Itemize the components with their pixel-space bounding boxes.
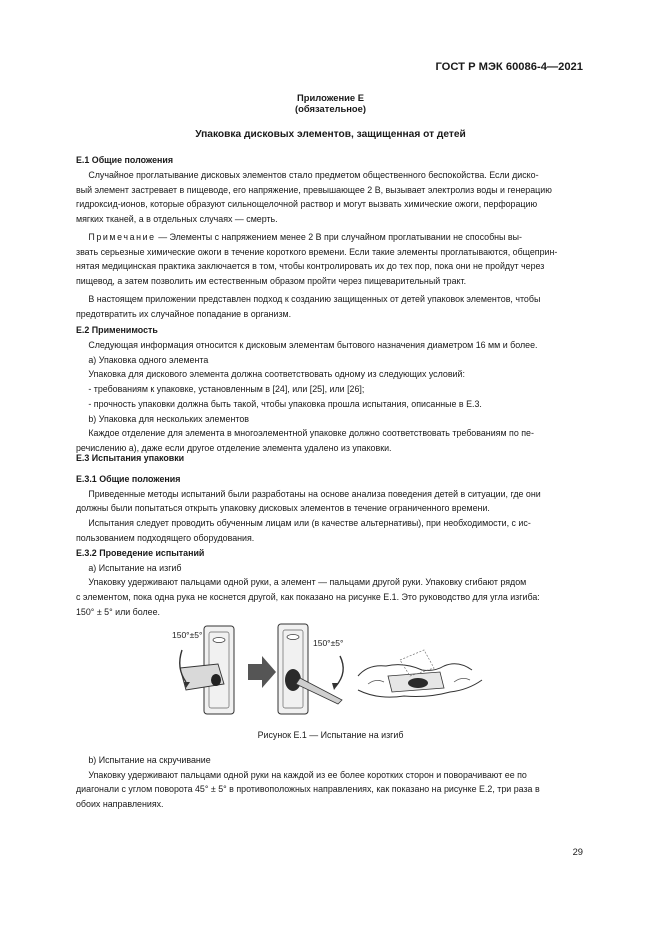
text-line: должны были попытаться открыть упаковку дисковых элементов в течение ограниченного времени. (76, 503, 490, 514)
document-title: Упаковка дисковых элементов, защищенная от детей (195, 129, 466, 140)
text-line: 150° ± 5° или более. (76, 606, 161, 617)
text-line: вый элемент застревает в пищеводе, его напряжение, превышающее 2 В, вызывает электролиз воды и генерацию (76, 184, 552, 195)
appendix-title: Приложение Е (297, 92, 364, 103)
text-line: Приведенные методы испытаний были разработаны на основе анализа поведения детей в ситуации, где они (88, 488, 541, 499)
text-line: пользованием подходящего оборудования. (76, 532, 255, 543)
figure-bend-test (172, 620, 502, 720)
text-line: предотвратить их случайное попадание в организм. (76, 308, 292, 319)
text-line: Упаковка для дискового элемента должна соответствовать одному из следующих условий: (88, 369, 465, 380)
section-e2-heading: Е.2 Применимость (76, 325, 158, 335)
text-line: пищевод, а затем позволить им естественным образом пройти через пищеварительный тракт. (76, 276, 467, 287)
angle-label-right: 150°±5° (313, 638, 344, 648)
section-e2-lines (76, 338, 585, 456)
text-line: Случайное проглатывание дисковых элементов стало предметом общественного беспокойства. Если диско- (88, 170, 539, 180)
angle-label-left: 150°±5° (172, 630, 203, 640)
section-e3 (76, 451, 585, 466)
section-e1-heading: Е.1 Общие положения (76, 155, 174, 165)
text-line: - прочность упаковки должна быть такой, чтобы упаковка прошла испытания, описанные в Е.3. (88, 398, 482, 409)
section-e32-twist (76, 753, 585, 812)
hands-bending-illustration (358, 650, 482, 697)
appendix-heading (76, 92, 585, 114)
arrow-right-icon (248, 656, 276, 688)
section-e2 (76, 323, 585, 338)
text-line: нятая медицинская практика заключается в том, чтобы контролировать их до тех пор, пока они не пройдут через (76, 261, 545, 272)
section-e1-paragraph-2 (76, 292, 585, 321)
text-line: b) Испытание на скручивание (88, 755, 211, 765)
section-e3-heading: Е.3 Испытания упаковки (76, 453, 185, 463)
section-e31-heading: Е.3.1 Общие положения (76, 474, 181, 484)
text-line: речислению а), даже если другое отделение элемента удалено из упаковки. (76, 442, 392, 453)
section-e1 (76, 153, 585, 168)
text-line: обоих направлениях. (76, 799, 164, 810)
text-line: с элементом, пока одна рука не коснется другой, как показано на рисунке Е.1. Это руководство для угла изгиба: (76, 592, 540, 603)
page-number: 29 (572, 846, 583, 857)
section-e1-note (76, 230, 585, 289)
text-line: мягких тканей, а в отдельных случаях — смерть. (76, 214, 278, 225)
text-line: гидроксид-ионов, которые образуют сильнощелочной раствор и могут вызвать химические ожоги, перфорацию (76, 199, 538, 210)
text-line: диагонали с углом поворота 45° ± 5° в противоположных направлениях, как показано на рисунке Е.2, три раза в (76, 784, 540, 795)
text-line: а) Испытание на изгиб (88, 562, 182, 573)
section-e31 (76, 472, 585, 546)
section-e32-heading: Е.3.2 Проведение испытаний (76, 548, 205, 558)
note-label: Примечание (88, 232, 156, 242)
text-line: b) Упаковка для нескольких элементов (88, 413, 249, 424)
text-line: Упаковку удерживают пальцами одной руки на каждой из ее более коротких сторон и поворачивают ее по (88, 769, 527, 780)
figure-caption: Рисунок Е.1 — Испытание на изгиб (257, 730, 404, 740)
standard-header: ГОСТ Р МЭК 60086-4—2021 (435, 61, 583, 73)
text-line: В настоящем приложении представлен подход к созданию защищенных от детей упаковок элементов, чтобы (88, 294, 541, 304)
section-e1-paragraph-1 (76, 168, 585, 227)
text-line: а) Упаковка одного элемента (88, 354, 209, 365)
text-line: Следующая информация относится к дисковым элементам бытового назначения диаметром 16 мм и более. (88, 340, 538, 350)
text-line: Примечание — Элементы с напряжением менее 2 В при случайном проглатывании не способны вы- (88, 232, 522, 242)
section-e32 (76, 546, 585, 620)
text-line: - требованиям к упаковке, установленным в [24], или [25], или [26]; (88, 384, 365, 395)
text-line: Упаковку удерживают пальцами одной руки, а элемент — пальцами другой руки. Упаковку сгибают рядом (88, 577, 527, 588)
text-line: Каждое отделение для элемента в многоэлементной упаковке должно соответствовать требованиям по пе- (88, 428, 534, 439)
text-line: звать серьезные химические ожоги в течение короткого времени. Если такие элементы проглатываются, общеприн- (76, 246, 558, 257)
appendix-status: (обязательное) (295, 103, 366, 114)
text-line: Испытания следует проводить обученным лицам или (в качестве альтернативы), при необходимости, с ис- (88, 518, 531, 529)
